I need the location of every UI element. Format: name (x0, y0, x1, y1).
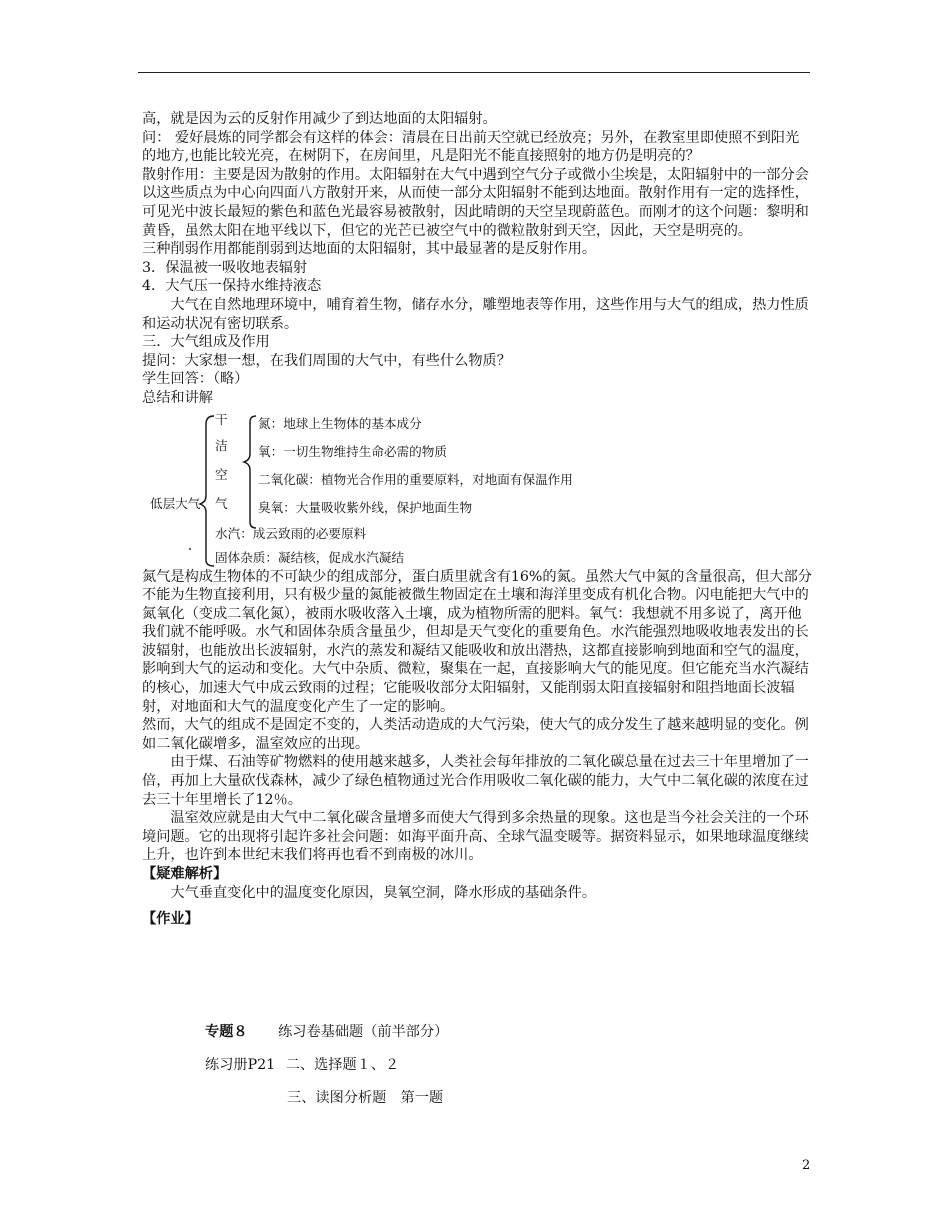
paragraph: 提问：大家想一想，在我们周围的大气中，有些什么物质？ (142, 352, 511, 369)
homework-topic-line (205, 1021, 448, 1041)
oxygen-item: 氧：一切生物维持生命必需的物质 (258, 443, 447, 459)
atmosphere-composition-diagram (142, 410, 812, 568)
dry-air-char: 气 (215, 495, 228, 511)
paragraph: 总结和讲解 (142, 389, 213, 406)
dry-air-char: 空 (215, 466, 228, 482)
homework-workbook-item: 三、读图分析题 第一题 (287, 1090, 444, 1106)
paragraph: 散射作用：主要是因为散射的作用。太阳辐射在大气中遇到空气分子或微小尘埃是，太阳辐射中的一部分会以这些质点为中心向四面八方散射开来，从而使一部分太阳辐射不能到达地面。散射作用有一定的选择性，可见光中波长最短的紫色和蓝色光最容易被散射，因此晴朗的天空呈现蔚蓝色。而刚才的这个问题：黎明和黄昏，虽然太阳在地平线以下，但它的光芒已被空气中的微粒散射到天空，因此，天空是明亮的。 (142, 166, 809, 239)
solid-impurities-item: 固体杂质：凝结核，促成水汽凝结 (215, 549, 404, 565)
nitrogen-item: 氮：地球上生物体的基本成分 (258, 415, 422, 431)
document-body (142, 110, 812, 929)
ozone-item: 臭氧：大量吸收紫外线，保护地面生物 (258, 499, 473, 515)
paragraph: 大气在自然地理环境中，哺育着生物，储存水分，雕塑地表等作用，这些作用与大气的组成，热力性质和运动状况有密切联系。 (142, 296, 809, 332)
diagram-brackets (142, 410, 812, 568)
homework-topic-label: 专题８ (205, 1024, 248, 1040)
water-vapor-item: 水汽：成云致雨的必要原料 (215, 525, 367, 541)
section-heading: 三．大气组成及作用 (142, 334, 270, 351)
homework-workbook-line (205, 1054, 399, 1074)
page-number: 2 (802, 1158, 811, 1173)
paragraph: 温室效应就是由大气中二氧化碳含量增多而使大气得到多余热量的现象。这也是当今社会关注的一个环境问题。它的出现将引起许多社会问题：如海平面升高、全球气温变暖等。据资料显示，如果地球温度继续上升，也许到本世纪末我们将再也看不到南极的冰川。 (142, 810, 809, 864)
homework-workbook-line (287, 1087, 443, 1107)
list-item: 3．保温被一吸收地表辐射 (142, 259, 308, 276)
paragraph: 由于煤、石油等矿物燃料的使用越来越多，人类社会每年排放的二氧化碳总量在过去三十年里增加了一倍，再加上大量砍伐森林，减少了绿色植物通过光合作用吸收二氧化碳的能力，大气中二氧化碳的浓度在过去三十年里增长了12％。 (142, 754, 809, 808)
co2-item: 二氧化碳：植物光合作用的重要原料，对地面有保温作用 (258, 471, 573, 487)
difficulty-text: 大气垂直变化中的温度变化原因，臭氧空洞，降水形成的基础条件。 (170, 884, 597, 901)
paragraph: 三种削弱作用都能削弱到达地面的太阳辐射，其中最显著的是反射作用。 (142, 241, 597, 258)
diagram-root-label: 低层大气 (150, 495, 201, 511)
paragraph: 问： 爱好晨炼的同学都会有这样的体会：清晨在日出前天空就已经放亮；另外，在教室里即使照不到阳光的地方,也能比较光亮，在树阴下，在房间里，凡是阳光不能直接照射的地方仍是明亮的？ (142, 129, 800, 165)
header-rule (138, 72, 810, 73)
homework-workbook-label: 练习册P21 (205, 1057, 276, 1073)
list-item: 4．大气压一保持水维持液态 (142, 278, 322, 295)
homework-topic-text: 练习卷基础题（前半部分） (278, 1024, 449, 1040)
difficulty-heading: 【疑难解析】 (142, 866, 228, 882)
paragraph: 学生回答：（略） (142, 371, 249, 388)
dry-air-char: 干 (215, 411, 228, 427)
paragraph: 然而，大气的组成不是固定不变的，人类活动造成的大气污染，使大气的成分发生了越来越明显的变化。例如二氧化碳增多，温室效应的出现。 (142, 717, 809, 752)
paragraph: 高，就是因为云的反射作用减少了到达地面的太阳辐射。 (142, 111, 497, 127)
dry-air-char: 洁 (215, 437, 228, 453)
homework-heading: 【作业】 (142, 911, 199, 928)
paragraph: 氮气是构成生物体的不可缺少的组成部分，蛋白质里就含有16%的氮。虽然大气中氮的含量很高，但大部分不能为生物直接利用，只有极少量的氮能被微生物固定在土壤和海洋里变成有机化合物。闪电能把大气中的氮氧化（变成二氧化氮），被雨水吸收落入土壤，成为植物所需的肥料。氧气：我想就不用多说了，离开他我们就不能呼吸。水气和固体杂质含量虽少，但却是天气变化的重要角色。水汽能强烈地吸收地表发出的长波辐射，也能放出长波辐射，水汽的蒸发和凝结又能吸收和放出潜热，这都直接影响到地面和空气的温度，影响到大气的运动和变化。大气中杂质、微粒，聚集在一起，直接影响大气的能见度。但它能充当水汽凝结的核心，加速大气中成云致雨的过程；它能吸收部分太阳辐射，又能削弱太阳直接辐射和阻挡地面长波辐射，对地面和大气的温度变化产生了一定的影响。 (142, 568, 812, 715)
homework-workbook-item: 二、选择题１、２ (285, 1057, 400, 1073)
